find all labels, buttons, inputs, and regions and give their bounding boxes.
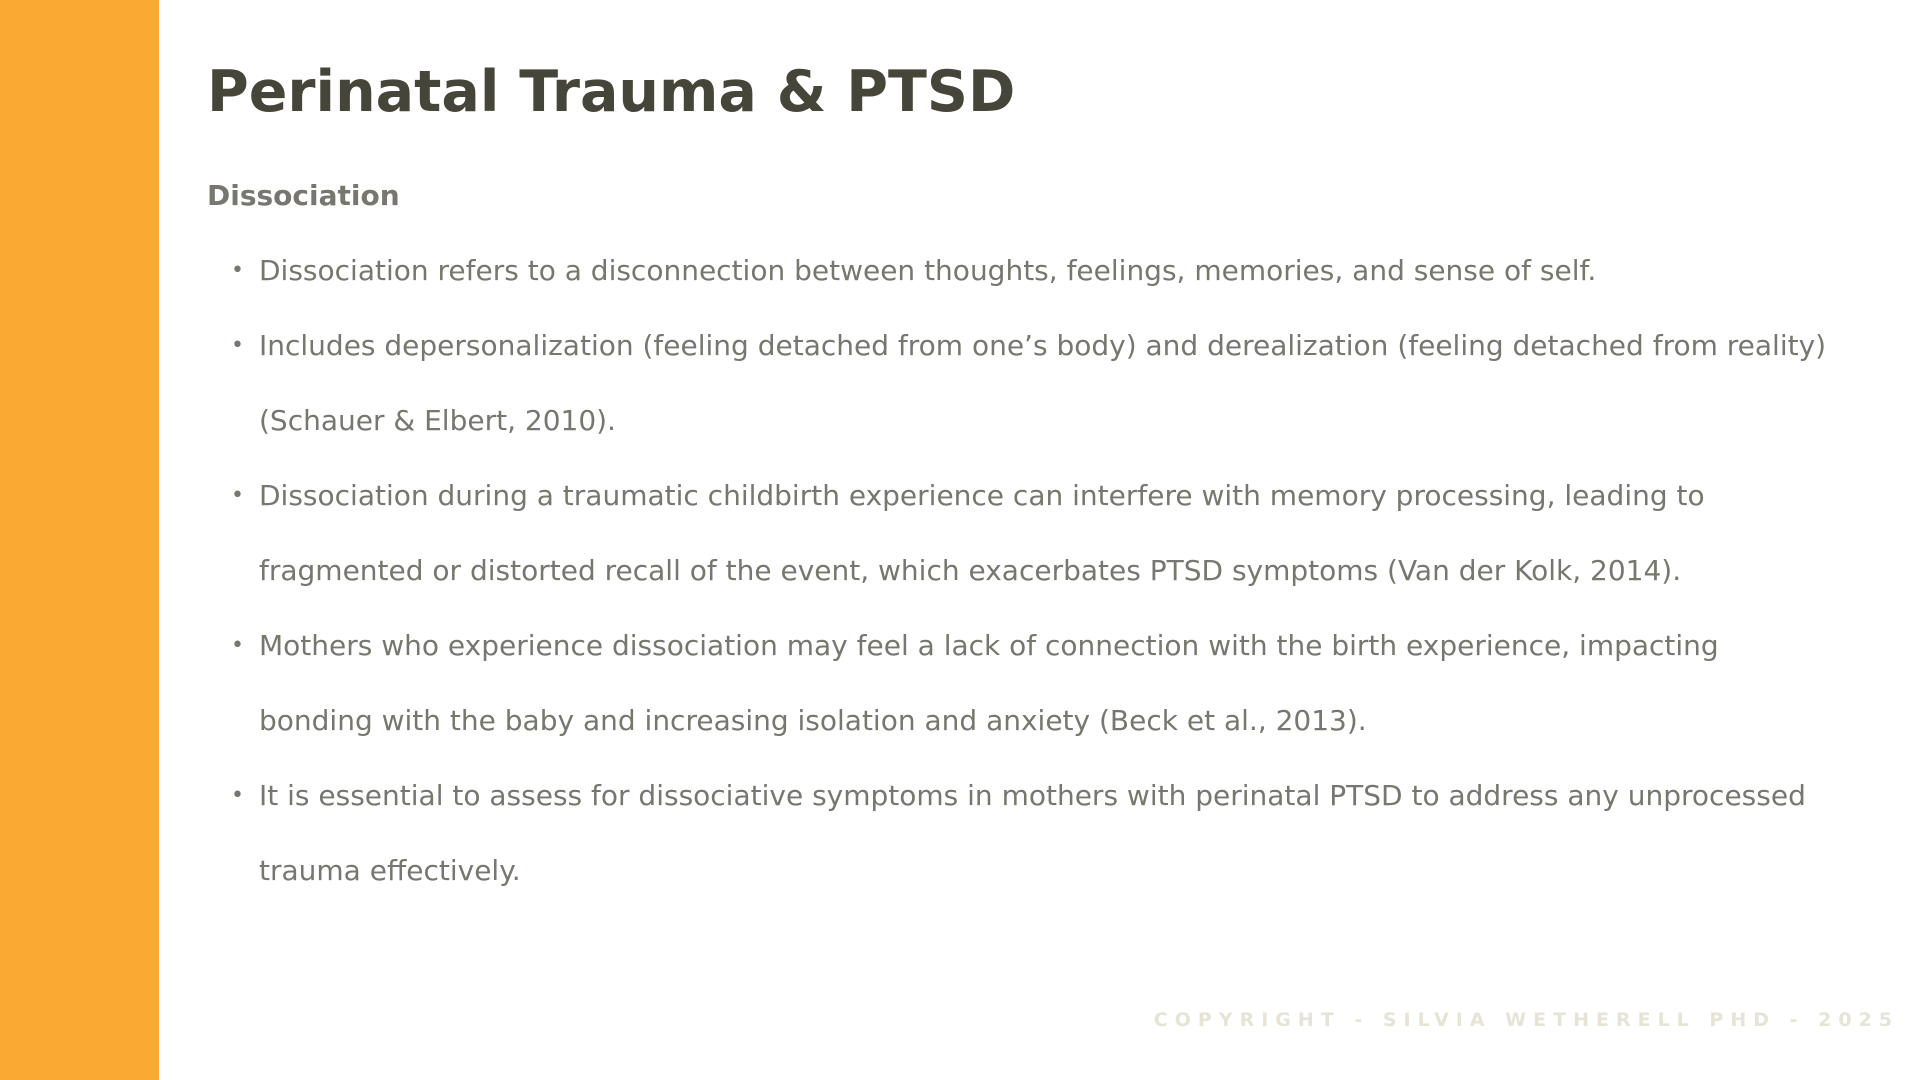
- bullet-text: Dissociation during a traumatic childbirth experience can interfere with memory processing, leading to fragmented or distorted recall of the event, which exacerbates PTSD symptoms (Van der Kolk, 2014).: [259, 479, 1705, 587]
- bullet-dot-icon: •: [231, 258, 244, 283]
- bullet-dot-icon: •: [231, 633, 244, 658]
- bullet-item: [207, 308, 1827, 458]
- bullet-dot-icon: •: [231, 483, 244, 508]
- bullet-text: Dissociation refers to a disconnection between thoughts, feelings, memories, and sense of self.: [259, 254, 1597, 287]
- slide-title: Perinatal Trauma & PTSD: [207, 59, 1016, 125]
- section-subtitle: Dissociation: [207, 179, 400, 212]
- bullet-text: It is essential to assess for dissociative symptoms in mothers with perinatal PTSD to address any unprocessed trauma effectively.: [259, 779, 1806, 887]
- bullet-dot-icon: •: [231, 783, 244, 808]
- copyright-footer: COPYRIGHT - SILVIA WETHERELL PHD - 2025: [1153, 1009, 1899, 1031]
- bullet-dot-icon: •: [231, 333, 244, 358]
- bullet-item: [207, 458, 1827, 608]
- bullet-item: [207, 233, 1827, 308]
- bullet-item: [207, 758, 1827, 908]
- bullet-list: [207, 233, 1827, 908]
- accent-bar: [0, 0, 159, 1080]
- bullet-text: Includes depersonalization (feeling detached from one’s body) and derealization (feeling detached from reality) (Schauer & Elbert, 2010).: [259, 329, 1827, 437]
- bullet-text: Mothers who experience dissociation may feel a lack of connection with the birth experience, impacting bonding with the baby and increasing isolation and anxiety (Beck et al., 2013).: [259, 629, 1719, 737]
- bullet-item: [207, 608, 1827, 758]
